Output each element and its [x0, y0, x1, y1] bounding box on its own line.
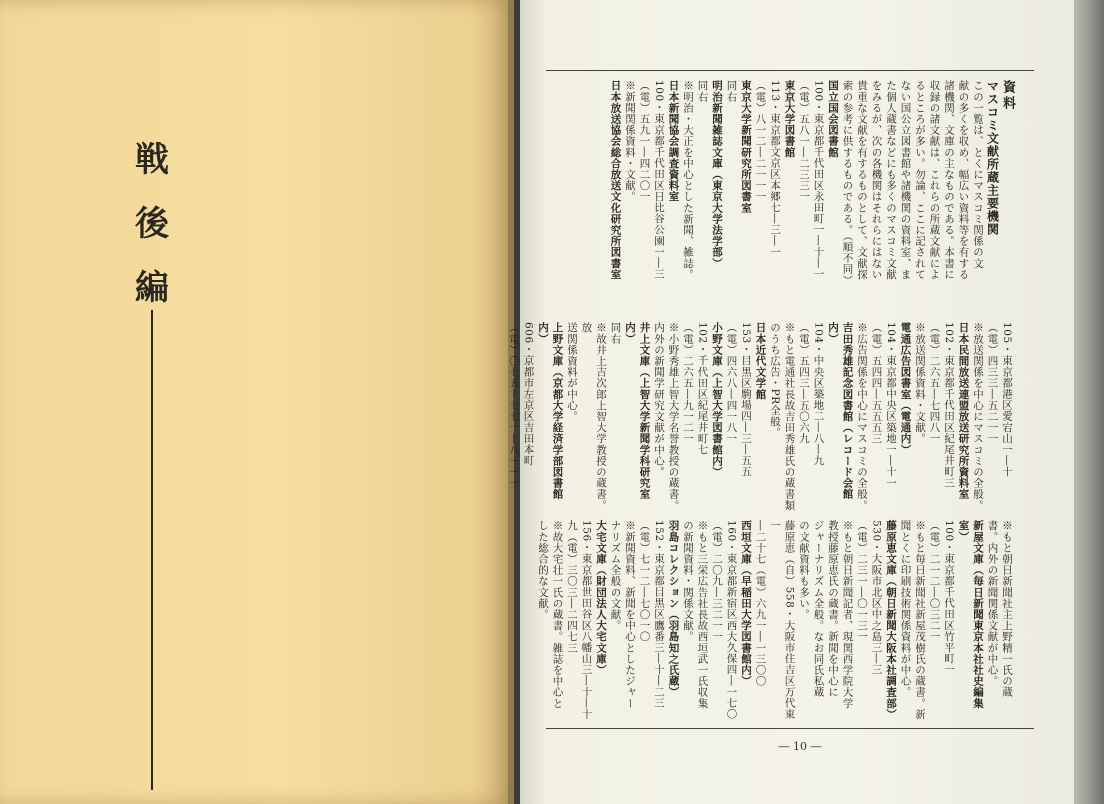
institution-name: 明治新聞雑誌文庫（東京大学法学部）: [711, 80, 723, 269]
institution-detail: （電）五四四―五五五三: [870, 322, 883, 445]
left-page: [0, 0, 514, 804]
institution-detail: 九（電）三〇三―二四七三: [566, 520, 578, 654]
institution-name: 国立国会図書館: [827, 80, 839, 158]
section-title-char-2: 後: [135, 204, 169, 244]
institution-detail: ※もと三栄広告社長故西垣武一氏収集: [696, 520, 709, 709]
institution-name: 大宅文庫（財団法人大宅文庫）: [595, 520, 607, 676]
section-title: [128, 128, 176, 320]
institution-name: 吉田秀雄記念図書館（レコード会館内）: [827, 322, 854, 500]
section-title-char-3: 編: [135, 268, 169, 308]
institution-detail: 100・東京都千代田区永田町一―十―一: [812, 80, 825, 280]
institution-name: 東京大学新聞研究所図書室: [740, 80, 752, 214]
institution-name: 東京大学図書館: [783, 80, 796, 158]
institution-detail: （電）〇七五―七七一―八一一一: [508, 322, 520, 489]
institution-detail: 104・中央区築地二―八―九: [812, 322, 825, 466]
institution-name: 日本民間放送連盟放送研究所資料室: [957, 322, 970, 500]
institution-name: 上野文庫（京都大学経済学部図書館内）: [537, 322, 564, 500]
institution-detail: ※新聞資料、新聞を中心としたジャー: [624, 520, 636, 709]
institution-detail: （電）五八一―二三三一: [798, 80, 810, 203]
institution-detail: 102・千代田区紀尾井町七: [696, 322, 709, 455]
institution-detail: ※新聞関係資料・文献。: [624, 80, 636, 203]
institution-detail: ※故井上吉次郎上智大学教授の蔵書。放: [580, 322, 607, 511]
institution-detail: （電）四六八―四一八一: [725, 322, 738, 445]
institution-detail: ※放送関係資料・文献。: [914, 322, 926, 445]
institution-detail: 105・東京都港区愛宕山一―十: [1001, 322, 1013, 478]
band-1: [608, 80, 1014, 315]
institution-detail: 同右: [696, 80, 709, 103]
institution-detail: 102・東京都千代田区紀尾井町三: [943, 322, 955, 489]
institution-detail: 同右: [609, 322, 622, 345]
institution-name: 電通広告図書室（電通内）: [899, 322, 912, 456]
institution-detail: ※小野秀雄上智大学名誉教授の蔵書。: [667, 322, 680, 511]
right-page: [508, 0, 1074, 804]
page-number: ― 10 ―: [778, 740, 822, 753]
institution-name: 小野文庫（上智大学図書館内）: [711, 322, 723, 478]
institution-name: 日本新聞協会調査資料室: [667, 80, 680, 203]
institution-detail: の文献資料も多い。: [798, 520, 810, 620]
institution-detail: （電）五四三―五〇六九: [798, 322, 810, 445]
institution-detail: 100・東京都千代田区竹平町一: [943, 520, 955, 676]
institution-detail: の新聞資料・関係文献。: [682, 520, 694, 643]
institution-detail: のうち広告・PR全般。: [769, 322, 781, 439]
institution-detail: （電）四三三―五二一一: [986, 322, 999, 445]
institution-detail: ※もと朝日新聞記者、現関西学院大学: [841, 520, 854, 709]
institution-detail: ナリズム全般の文献。: [609, 520, 622, 631]
institution-detail: 100・東京都千代田区日比谷公園一―三: [653, 80, 665, 280]
institution-detail: （電）二六五―七四八一: [928, 322, 941, 445]
institution-name: 西垣文庫（早稲田大学図書館内）: [740, 520, 752, 687]
top-rule: [546, 70, 1034, 71]
intro-line: 索の参考に供するものである。（順不同）: [841, 80, 854, 286]
intro-line: ない国公立図書館や諸機関の資料室、ま: [899, 80, 912, 280]
band-3: [536, 520, 1015, 725]
vertical-rule: [151, 310, 153, 790]
institution-detail: 606・京都市左京区吉田本町: [522, 322, 535, 466]
institution-name: 日本放送協会総合放送文化研究所図書室: [609, 80, 622, 280]
institution-detail: ジャーナリズム全般。なお同氏私蔵: [812, 520, 825, 698]
institution-detail: 同右: [725, 80, 738, 103]
institution-detail: 156・東京都世田谷区八幡山三―十―十: [580, 520, 593, 720]
institution-detail: 104・東京都中央区築地一―十一: [885, 322, 897, 489]
institution-detail: ※放送関係を中心にマスコミの全般。: [972, 322, 984, 511]
intro-line: 献の多くを収め、幅広い資料等を有する: [957, 80, 970, 280]
intro-line: この一覧は、とくにマスコミ関係の文: [972, 80, 984, 269]
institution-detail: （電）八一二―二一一一: [754, 80, 767, 203]
institution-detail: 送関係資料が中心。: [566, 322, 578, 422]
institution-detail: ※明治・大正を中心とした新聞、雑誌。: [682, 80, 694, 280]
intro-line: るところが多い。勿論、ここに記されて: [914, 80, 926, 280]
institution-detail: ※広告関係を中心にマスコミの全般。: [856, 322, 868, 511]
institution-detail: （電）二三一―〇一三一: [856, 520, 868, 643]
institution-detail: ※故大宅壮一氏の蔵書。雑誌を中心と: [551, 520, 564, 709]
institution-detail: （電）七一二―七〇一〇: [638, 520, 651, 643]
institution-name: 日本近代文学館: [754, 322, 767, 400]
institution-detail: 内外の新聞学研究文献が中心。: [653, 322, 665, 478]
book-edge: [1074, 0, 1104, 804]
institution-name: 新屋文庫（毎日新聞東京本社社史編集室）: [957, 520, 984, 709]
institution-detail: 153・目黒区駒場四―三―五五: [740, 322, 752, 478]
intro-line: 収録の諸文献は、これらの所蔵文献によ: [928, 80, 941, 280]
institution-detail: 160・東京都新宿区西大久保四―一七〇: [725, 520, 738, 720]
intro-line: 諸機関、文庫の主なものである。本書に: [943, 80, 955, 280]
section-subheading: マスコミ文献所蔵主要機関: [985, 80, 1000, 236]
institution-detail: 530・大阪市北区中之島三―三: [870, 520, 883, 676]
institution-detail: 152・東京都目黒区鷹番三―十―二三: [653, 520, 665, 709]
institution-name: 藤原恵文庫（朝日新聞大阪本社調査部）: [885, 520, 897, 720]
institution-detail: （電）二六五―九一二一: [682, 322, 694, 445]
section-title-char-1: 戦: [135, 140, 169, 180]
institution-name: 羽島コレクション（羽島知之氏蔵）: [667, 520, 680, 698]
institution-detail: ※もと電通社長故吉田秀雄氏の蔵書類: [783, 322, 796, 511]
institution-detail: 教授藤原恵氏の蔵書。新聞を中心に: [827, 520, 839, 698]
institution-detail: ―二十七（電）六九一―一三〇〇: [754, 520, 767, 687]
bottom-rule: [546, 728, 1034, 729]
band-2: [507, 322, 1015, 512]
institution-detail: （電）二一二―〇三二一: [928, 520, 941, 643]
institution-detail: ※もと朝日新聞社主上野精一氏の蔵: [1001, 520, 1013, 698]
institution-detail: （電）五九一―四二〇一: [638, 80, 651, 203]
institution-detail: 113・東京都文京区本郷七―三―一: [769, 80, 781, 258]
institution-detail: 藤原恵（自）558・大阪市住吉区万代東一: [769, 520, 796, 720]
institution-name: 井上文庫（上智大学新聞学科研究室内）: [624, 322, 651, 500]
intro-line: をみるが、次の各機関はそれらにはない: [870, 80, 883, 280]
institution-detail: ※もと毎日新聞社新屋茂樹氏の蔵書。新: [914, 520, 926, 720]
institution-detail: （電）二〇九―三二一一: [711, 520, 723, 643]
institution-detail: した総合的な文献。: [537, 520, 549, 620]
section-heading: 資料: [1000, 80, 1015, 112]
intro-line: た個人蔵書などにも多くのマスコミ文献: [885, 80, 897, 280]
institution-detail: 聞とくに印刷技術関係資料が中心。: [899, 520, 912, 698]
intro-line: 貴重な文献を有するものとして、文献探: [856, 80, 868, 280]
institution-detail: 書。内外の新聞関係文献が中心。: [986, 520, 999, 687]
